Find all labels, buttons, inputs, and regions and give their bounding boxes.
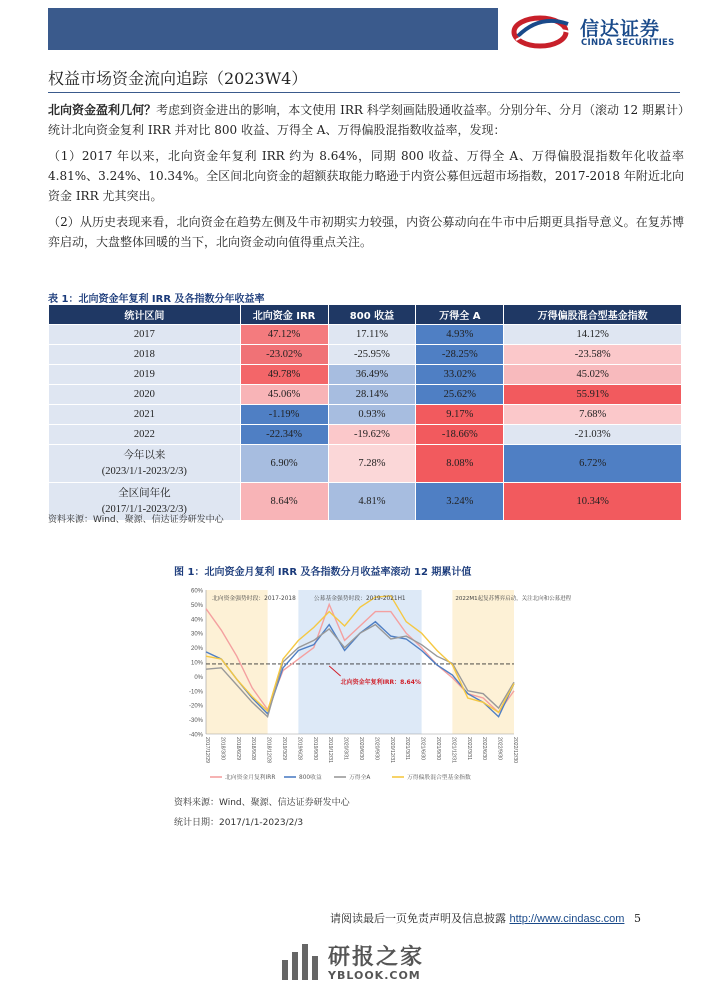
table-row	[49, 405, 682, 425]
table-cell: -23.58%	[504, 345, 682, 365]
x-tick-label: 2018/12/28	[265, 737, 272, 763]
table-cell: 4.81%	[328, 483, 416, 521]
x-tick-label: 2017/12/29	[204, 737, 210, 763]
x-tick-label: 2019/6/28	[296, 737, 303, 761]
x-tick-label: 2020/6/30	[358, 737, 364, 761]
x-tick-label: 2020/9/30	[373, 737, 380, 761]
footer-disclaimer: 请阅读最后一页免责声明及信息披露	[330, 912, 506, 925]
legend-label: 万得全A	[349, 775, 371, 781]
y-tick-label: 40%	[190, 617, 203, 624]
row-label: 2020	[49, 385, 241, 405]
table-cell: -1.19%	[240, 405, 328, 425]
table-cell: 7.68%	[504, 405, 682, 425]
chart-container	[174, 582, 572, 786]
annotation-northbound: 北向资金强势时段：2017-2018	[212, 596, 296, 602]
returns-table	[48, 304, 682, 521]
table-cell: 47.12%	[240, 325, 328, 345]
x-tick-label: 2021/6/30	[419, 737, 426, 761]
table-cell: 10.34%	[504, 483, 682, 521]
row-label: 2022	[49, 425, 241, 445]
table-cell: -25.95%	[328, 345, 416, 365]
table-cell: -21.03%	[504, 425, 682, 445]
shade-fund	[298, 590, 421, 734]
paragraph-2: （1）2017 年以来，北向资金年复利 IRR 约为 8.64%，同期 800 收益、万得全 A、万得偏股混指数年化收益率 4.81%、3.24%、10.34%。全区间北向资金的超额获取能力略逊于内资公募但远超市场指数，2017-2018 年附近北向资金 IRR 尤其突出。	[48, 149, 684, 203]
x-tick-label: 2019/3/29	[281, 737, 287, 761]
watermark-text-en: YBLOOK.COM	[328, 969, 421, 982]
y-tick-label: 50%	[190, 602, 203, 609]
x-tick-label: 2022/3/31	[465, 737, 472, 761]
col-header: 800 收益	[328, 305, 416, 325]
row-label-line1: 全区间年化	[118, 487, 171, 499]
col-header: 万得全 A	[416, 305, 504, 325]
table-row	[49, 445, 682, 483]
row-label	[49, 445, 241, 483]
table-cell: 3.24%	[416, 483, 504, 521]
paragraph-3: （2）从历史表现来看，北向资金在趋势左侧及牛市初期实力较强，内资公募动向在牛市中后期更具指导意义。在复苏博弈启动，大盘整体回暖的当下，北向资金动向值得重点关注。	[48, 215, 684, 249]
row-label: 2018	[49, 345, 241, 365]
shade-northbound	[206, 590, 268, 734]
table-cell: 0.93%	[328, 405, 416, 425]
col-header: 北向资金 IRR	[240, 305, 328, 325]
table-cell: 17.11%	[328, 325, 416, 345]
table-cell: 8.08%	[416, 445, 504, 483]
table-cell: 45.06%	[240, 385, 328, 405]
table-row	[49, 385, 682, 405]
annotation-fund: 公募基金强势时段：2019-2021H1	[313, 596, 406, 602]
line-chart	[174, 582, 572, 786]
legend-label: 万得偏股混合型基金指数	[407, 775, 471, 781]
table-cell: 8.64%	[240, 483, 328, 521]
watermark-text-cn: 研报之家	[328, 945, 425, 970]
report-title: 权益市场资金流向追踪（2023W4）	[48, 69, 308, 88]
y-tick-label: -40%	[188, 732, 203, 739]
header-banner	[48, 8, 498, 50]
row-label-line2: (2023/1/1-2023/2/3)	[101, 465, 187, 477]
table-cell: -19.62%	[328, 425, 416, 445]
col-header: 万得偏股混合型基金指数	[504, 305, 682, 325]
y-tick-label: 60%	[190, 588, 203, 595]
y-tick-label: 10%	[190, 660, 203, 667]
table-row	[49, 425, 682, 445]
row-label: 2019	[49, 365, 241, 385]
paragraph-1-text: 考虑到资金进出的影响，本文使用 IRR 科学刻画陆股通收益率。分别分年、分月（滚动 12 期累计）统计北向资金复利 IRR 并对比 800 收益、万得全 A、万得偏股混指数收益率，发现：	[48, 103, 684, 137]
x-tick-label: 2021/3/31	[404, 737, 411, 761]
x-tick-label: 2020/3/31	[342, 737, 349, 761]
footer-link[interactable]: http://www.cindasc.com	[509, 913, 625, 925]
table-cell: 33.02%	[416, 365, 504, 385]
paragraph-1-lead: 北向资金盈利几何？	[48, 103, 157, 117]
y-tick-label: 0%	[194, 674, 203, 681]
table-cell: -22.34%	[240, 425, 328, 445]
x-tick-label: 2021/9/30	[435, 737, 441, 761]
table-cell: -23.02%	[240, 345, 328, 365]
table-cell: 49.78%	[240, 365, 328, 385]
chart-title: 图 1：北向资金月复利 IRR 及各指数分月收益率滚动 12 期累计值	[174, 567, 472, 578]
y-tick-label: -20%	[188, 703, 203, 710]
table-cell: 14.12%	[504, 325, 682, 345]
x-tick-label: 2022/6/30	[481, 737, 488, 761]
table-title: 表 1：北向资金年复利 IRR 及各指数分年收益率	[48, 294, 265, 305]
paragraph-1	[48, 100, 684, 140]
reference-label: 北向资金年复利IRR：8.64%	[340, 678, 421, 686]
row-label-line1: 今年以来	[123, 449, 166, 461]
shade-recovery	[452, 590, 514, 734]
logo-text-cn: 信达证券	[580, 18, 661, 40]
row-label: 2017	[49, 325, 241, 345]
y-tick-label: 20%	[190, 646, 203, 653]
x-tick-label: 2019/12/31	[327, 737, 334, 763]
x-tick-label: 2018/6/29	[234, 737, 241, 761]
table-row	[49, 365, 682, 385]
table-source: 资料来源：Wind、聚源、信达证券研发中心	[48, 515, 224, 525]
row-label-line2: (2017/1/1-2023/2/3)	[101, 503, 187, 515]
table-cell: 7.28%	[328, 445, 416, 483]
x-tick-label: 2018/9/28	[250, 737, 257, 761]
table-cell: 28.14%	[328, 385, 416, 405]
annotation-recovery: 2022M1起复苏博弈启动，关注北向和公募进程	[455, 596, 572, 602]
x-tick-label: 2019/9/30	[311, 737, 318, 761]
table-cell: 55.91%	[504, 385, 682, 405]
legend-label: 800收益	[299, 775, 322, 781]
table-row	[49, 325, 682, 345]
header-divider	[48, 92, 680, 93]
x-tick-label: 2022/9/30	[496, 737, 503, 761]
header-bar	[0, 0, 702, 56]
table-cell: -18.66%	[416, 425, 504, 445]
table-cell: 45.02%	[504, 365, 682, 385]
table-cell: 6.72%	[504, 445, 682, 483]
logo-text-en: CINDA SECURITIES	[581, 38, 675, 48]
y-tick-label: -10%	[188, 689, 203, 696]
y-tick-label: -30%	[188, 718, 203, 725]
chart-date: 统计日期：2017/1/1-2023/2/3	[174, 818, 304, 828]
table-header-row	[49, 305, 682, 325]
y-tick-label: 30%	[190, 631, 203, 638]
row-label: 2021	[49, 405, 241, 425]
x-tick-label: 2022/12/30	[512, 737, 518, 763]
table-cell: 9.17%	[416, 405, 504, 425]
table-cell: 4.93%	[416, 325, 504, 345]
x-tick-label: 2021/12/31	[450, 737, 457, 763]
company-logo	[512, 10, 692, 52]
x-tick-label: 2018/3/30	[219, 737, 226, 761]
watermark	[278, 940, 458, 986]
chart-source: 资料来源：Wind、聚源、信达证券研发中心	[174, 798, 350, 808]
table-row	[49, 345, 682, 365]
legend-label: 北向资金月复利IRR	[225, 775, 276, 781]
table-cell: 6.90%	[240, 445, 328, 483]
col-header: 统计区间	[49, 305, 241, 325]
table-cell: -28.25%	[416, 345, 504, 365]
watermark-icon	[278, 940, 322, 984]
page-number: 5	[633, 912, 641, 925]
table-cell: 25.62%	[416, 385, 504, 405]
footer	[330, 910, 641, 926]
table-cell: 36.49%	[328, 365, 416, 385]
x-tick-label: 2020/12/31	[388, 737, 395, 763]
logo-icon	[512, 10, 576, 50]
